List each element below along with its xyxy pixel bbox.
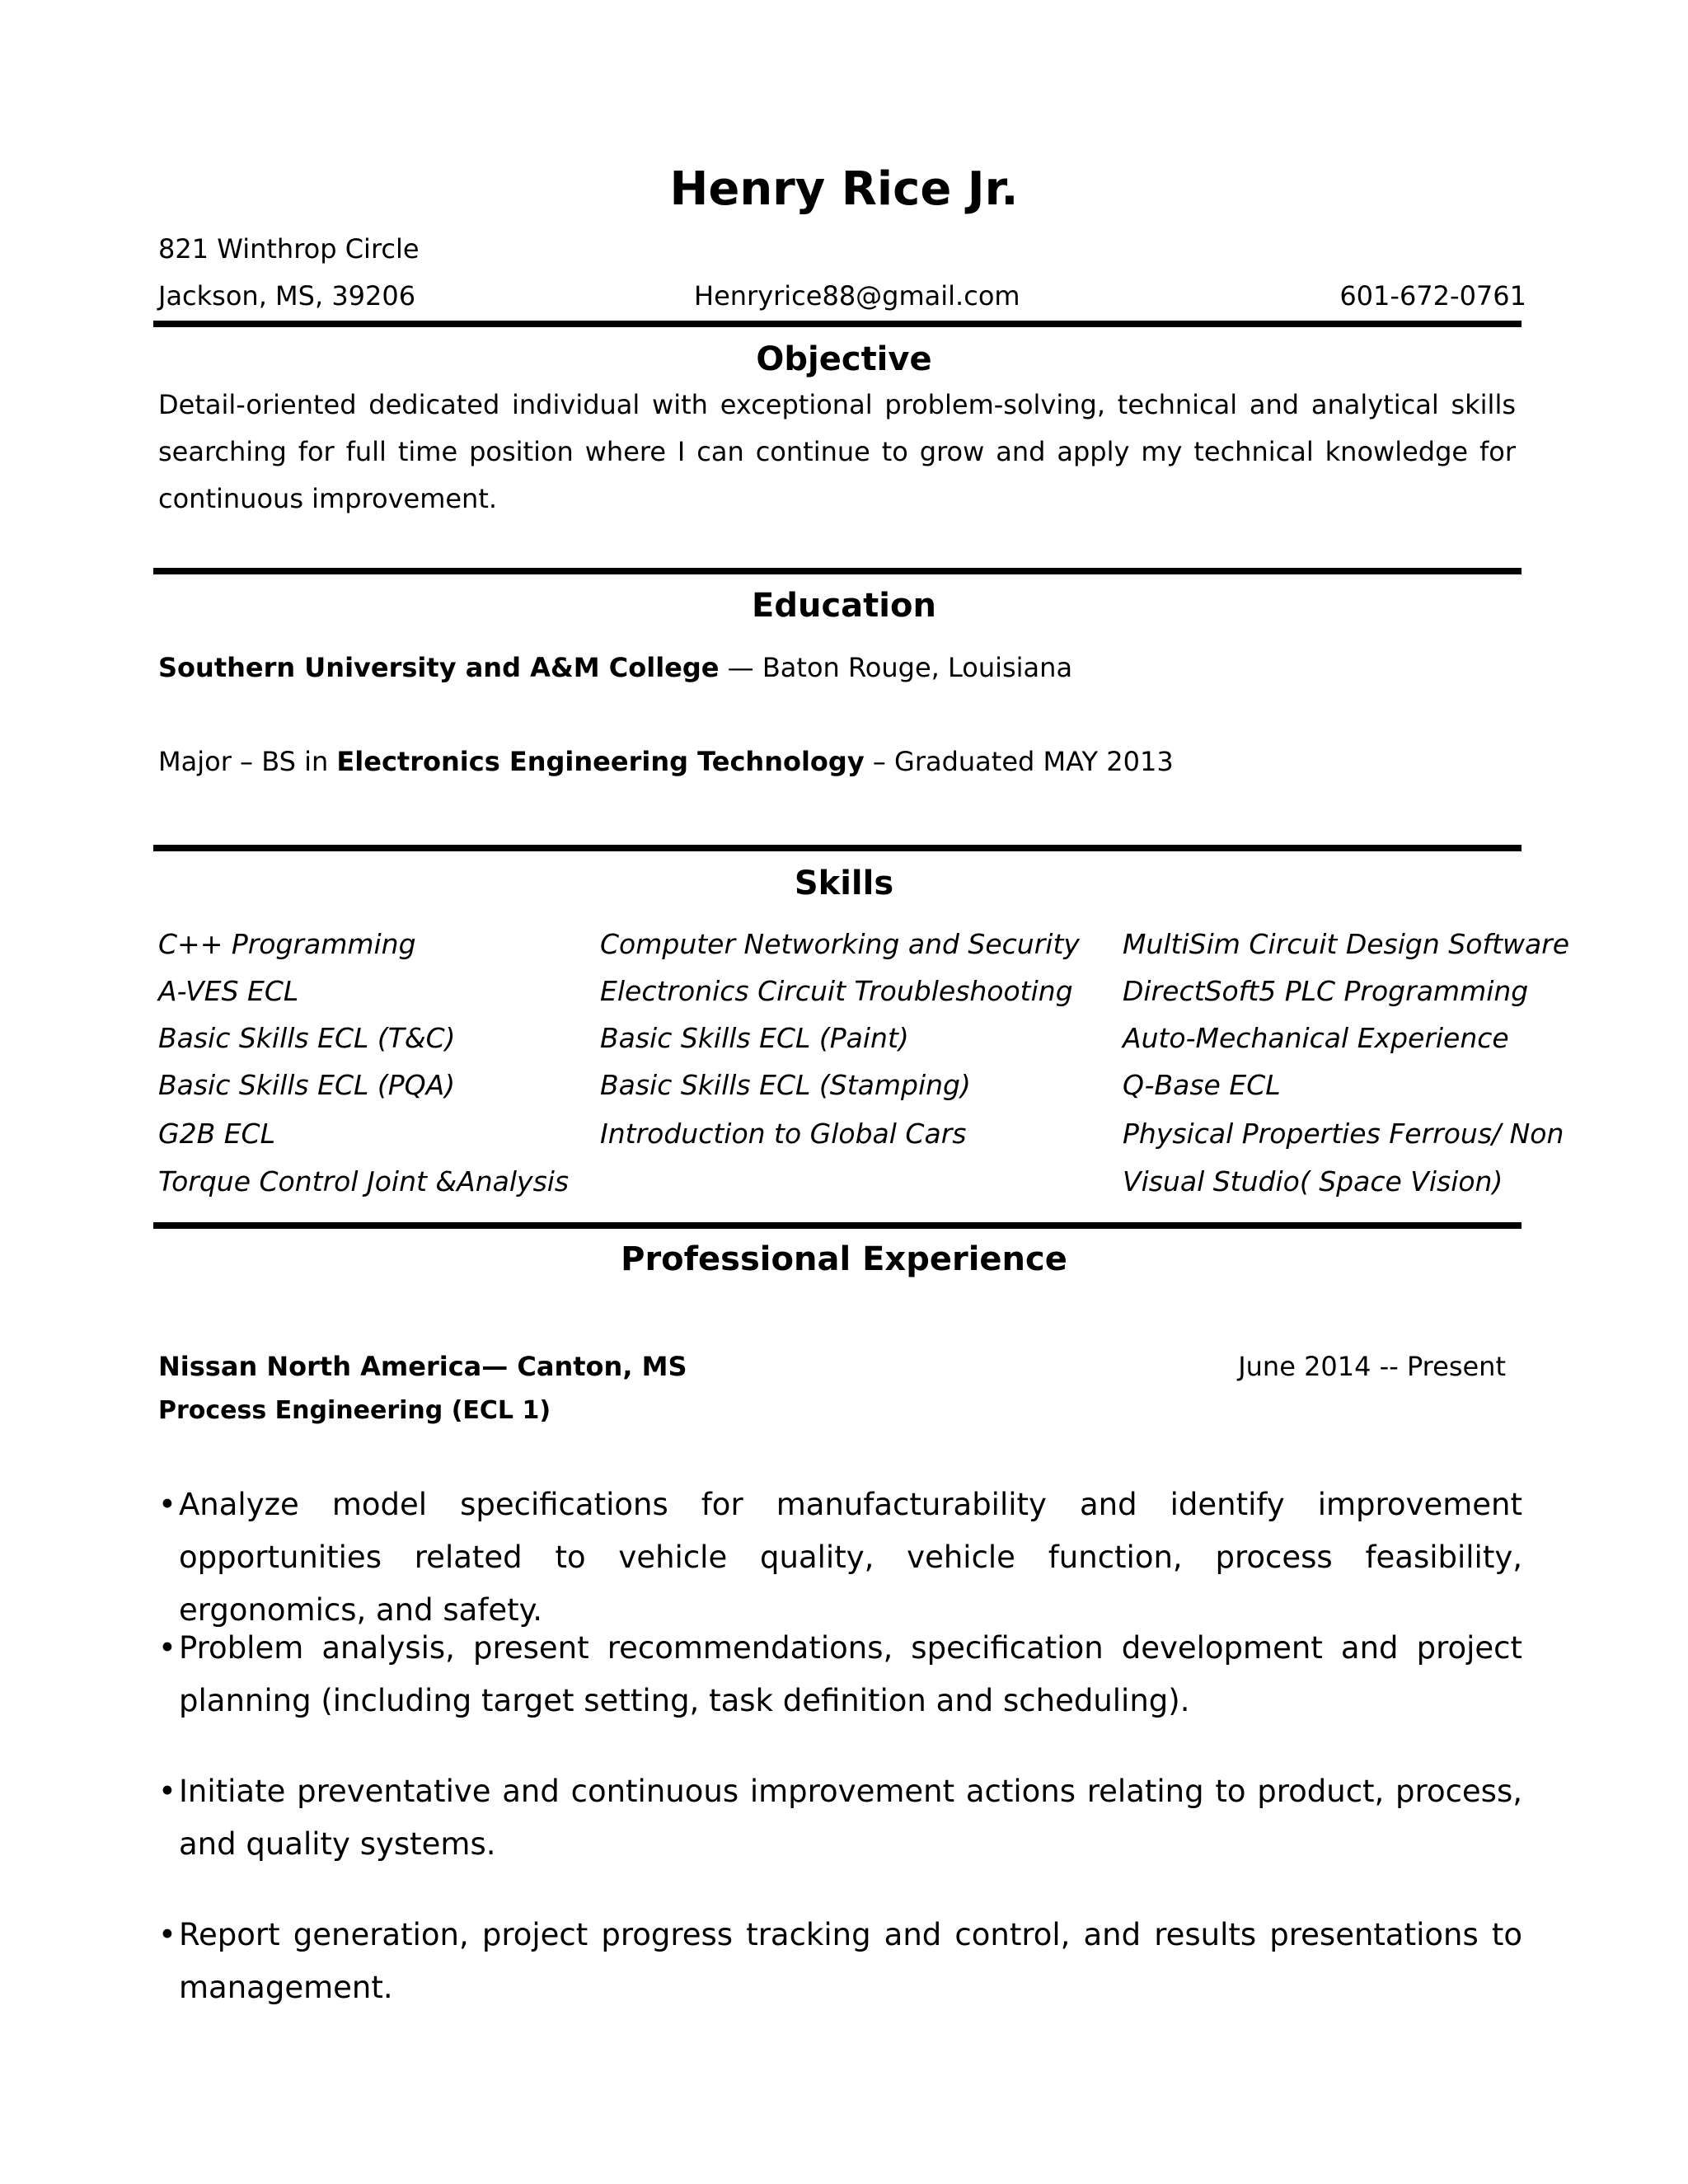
bullet-icon: • (158, 1774, 176, 1809)
bullet-icon: • (158, 1487, 176, 1522)
bullet-text: Report generation, project progress tracking and control, and results presentations to management. (179, 1917, 1522, 2005)
address-line-2: Jackson, MS, 39206 (158, 280, 416, 312)
education-major-line (158, 742, 1174, 781)
education-school-line (158, 648, 1072, 687)
school-name: Southern University and A&M College (158, 652, 720, 683)
skill-item: Introduction to Global Cars (600, 1118, 967, 1150)
skill-item: Q-Base ECL (1123, 1069, 1281, 1101)
skill-item: A-VES ECL (158, 975, 299, 1007)
skill-item: Auto-Mechanical Experience (1123, 1022, 1509, 1054)
bullet-icon: • (158, 1630, 176, 1666)
skill-item: Torque Control Joint &Analysis (158, 1165, 570, 1197)
experience-bullet (158, 1479, 1522, 1637)
skill-item: DirectSoft5 PLC Programming (1123, 975, 1529, 1007)
education-heading: Education (752, 587, 936, 625)
bullet-text: Problem analysis, present recommendations, specification development and project planning (including target setting, task definition and scheduling). (179, 1630, 1522, 1718)
major-name: Electronics Engineering Technology (336, 746, 865, 777)
skill-item: Visual Studio( Space Vision) (1123, 1165, 1503, 1197)
skill-item: C++ Programming (158, 928, 416, 960)
bullet-icon: • (158, 1917, 176, 1952)
candidate-name: Henry Rice Jr. (669, 162, 1019, 216)
experience-bullet (158, 1622, 1522, 1727)
bullet-text: Analyze model specifications for manufacturability and identify improvement opportunities related to vehicle quality, vehicle function, process feasibility, ergonomics, and safety. (179, 1487, 1522, 1628)
skill-item: G2B ECL (158, 1118, 275, 1150)
bullet-text: Initiate preventative and continuous improvement actions relating to product, process, and quality systems. (179, 1774, 1522, 1862)
experience-bullet (158, 1909, 1522, 2014)
major-prefix: Major – BS in (158, 746, 337, 777)
employer-name: Nissan North America— Canton, MS (158, 1351, 687, 1382)
address-line-1: 821 Winthrop Circle (158, 233, 420, 265)
skill-item: Basic Skills ECL (Stamping) (600, 1069, 971, 1101)
skills-divider (153, 1222, 1522, 1229)
skill-item: Physical Properties Ferrous/ Non (1123, 1118, 1564, 1150)
experience-bullet (158, 1765, 1522, 1871)
skill-item: Basic Skills ECL (T&C) (158, 1022, 456, 1054)
objective-divider (153, 568, 1522, 574)
graduation-info: – Graduated MAY 2013 (864, 746, 1174, 777)
objective-text: Detail-oriented dedicated individual with exceptional problem-solving, technical and analytical skills searching for full time position where I can continue to grow and apply my technical knowledge for continuous improvement. (158, 389, 1516, 514)
experience-heading: Professional Experience (621, 1240, 1067, 1278)
skills-heading: Skills (794, 865, 894, 902)
email-address: Henryrice88@gmail.com (694, 280, 1020, 312)
skill-item: Basic Skills ECL (Paint) (600, 1022, 909, 1054)
skill-item: Computer Networking and Security (600, 928, 1080, 960)
skill-item: Electronics Circuit Troubleshooting (600, 975, 1073, 1007)
header-divider (153, 321, 1522, 327)
job-title: Process Engineering (ECL 1) (158, 1396, 551, 1425)
phone-number: 601-672-0761 (1339, 280, 1526, 312)
school-location: — Baton Rouge, Louisiana (719, 652, 1073, 683)
objective-heading: Objective (756, 340, 932, 378)
skill-item: Basic Skills ECL (PQA) (158, 1069, 456, 1101)
education-divider (153, 845, 1522, 851)
skill-item: MultiSim Circuit Design Software (1123, 928, 1570, 960)
employment-dates: June 2014 -- Present (1238, 1351, 1506, 1382)
